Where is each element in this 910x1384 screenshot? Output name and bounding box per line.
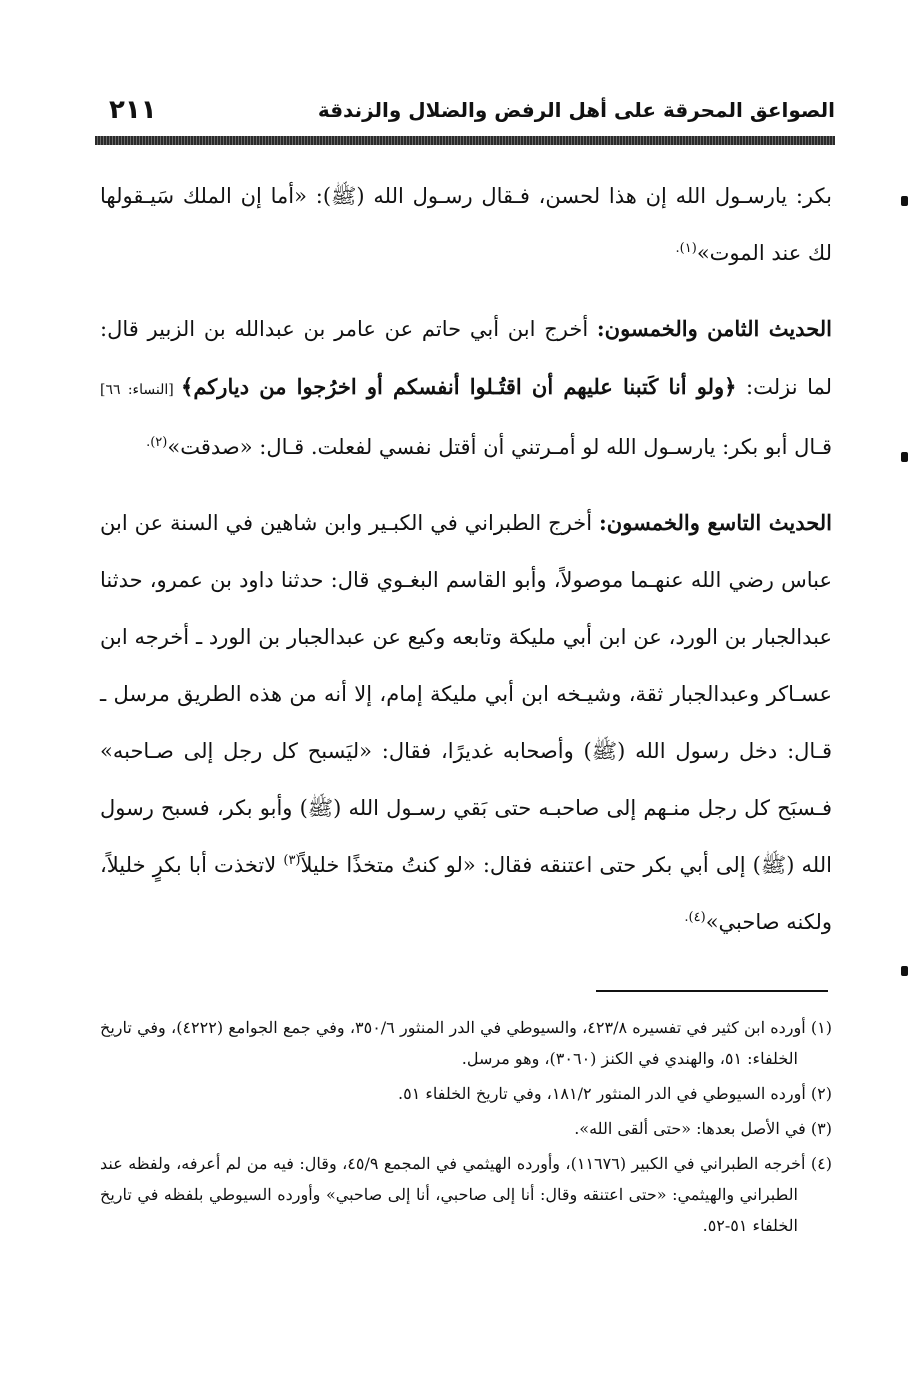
verse-citation: [النساء: ٦٦] xyxy=(100,382,182,398)
footnote-ref-3: (٣) xyxy=(283,853,301,868)
quran-verse: ﴿ولو أنا كَتبنا عليهم أن اقتُـلوا أنفسكم أو اخرُجوا من دياركم﴾ xyxy=(181,374,737,399)
footnote-4: (٤) أخرجه الطبراني في الكبير (١١٦٧٦)، وأورده الهيثمي في المجمع ٤٥/٩، وقال: فيه من لم أعرفه، ولفظه عند الطبراني والهيثمي: «حتى اعتنقه وقال: أنا إلى صاحبي، أنا إلى صاحبي» وأورده السيوطي بلفظه في تاريخ الخلفاء ٥١-٥٢. xyxy=(100,1154,832,1235)
footnote-ref-4: (٤). xyxy=(684,910,706,925)
footnote-3: (٣) في الأصل بعدها: «حتى ألقى الله». xyxy=(574,1119,832,1138)
hadith-58-heading: الحديث الثامن والخمسون: xyxy=(596,316,832,341)
footnote-rule xyxy=(596,990,828,992)
hadith-59-text-a: أخرج الطبراني في الكبـير وابن شاهين في السنة عن ابن عباس رضي الله عنهـما موصولاً، وأبو القاسم البغـوي قال: حدثنا داود بن عمرو، حدثنا عبدالجبار بن الورد، عن ابن أبي مليكة وتابعه وكيع عن عبدالجبار بن الورد ـ أخرجه ابن عسـاكر وعبدالجبار ثقة، وشيـخه ابن أبي مليكة إمام، إلا أنه من هذه الطريق مرسل ـ قـال: دخل رسول الله (ﷺ) وأصحابه غديرًا، فقال: «ليَسبح كل رجل إلى صـاحبه» فـسبَح كل رجل منـهم إلى صاحبـه حتى بَقي رسـول الله (ﷺ) وأبو بكر، فسبح رسول الله (ﷺ) إلى أبي بكر حتى اعتنقه فقال: «لو كنتُ متخذًا خليلاً xyxy=(100,511,832,877)
paragraph-1 xyxy=(100,168,832,282)
footnote-ref-1: (١). xyxy=(675,241,697,256)
running-title: الصواعق المحرقة على أهل الرفض والضلال والزندقة xyxy=(317,98,835,122)
footnote-1: (١) أورده ابن كثير في تفسيره ٤٢٣/٨، والسيوطي في الدر المنثور ٣٥٠/٦، وفي جمع الجوامع (٤٢٢٢)، وفي تاريخ الخلفاء: ٥١، والهندي في الكنز (٣٠٦٠)، وهو مرسل. xyxy=(100,1018,833,1068)
hadith-59-heading: الحديث التاسع والخمسون: xyxy=(599,510,833,535)
hadith-59 xyxy=(100,494,832,951)
main-text xyxy=(100,168,832,951)
footnotes xyxy=(100,1012,832,1245)
paragraph-1-text: بكر: يارسـول الله إن هذا لحسن، فـقال رسـول الله (ﷺ): «أما إن الملك سَيـقولها لك عند الموت» xyxy=(100,184,832,265)
footnote-2: (٢) أورده السيوطي في الدر المنثور ١٨١/٢، وفي تاريخ الخلفاء ٥١. xyxy=(398,1084,832,1103)
page-number: ٢١١ xyxy=(109,95,157,125)
margin-mark xyxy=(901,452,908,462)
header-rule xyxy=(95,136,835,145)
hadith-58-text-b: قـال أبو بكر: يارسـول الله لو أمـرتني أن أقتل نفسي لفعلت. قـال: «صدقت» xyxy=(167,435,832,459)
hadith-58-text-a: أخرج ابن أبي حاتم عن عامر بن عبدالله بن الزبير قال: لما نزلت: xyxy=(100,317,833,399)
hadith-59-text-b: لاتخذت أبا بكرٍ خليلاً، ولكنه صاحبي» xyxy=(100,853,832,934)
hadith-58 xyxy=(100,300,832,476)
margin-mark xyxy=(901,966,908,976)
margin-mark xyxy=(901,196,908,206)
page-header xyxy=(95,92,835,132)
footnote-ref-2: (٢). xyxy=(146,435,168,450)
